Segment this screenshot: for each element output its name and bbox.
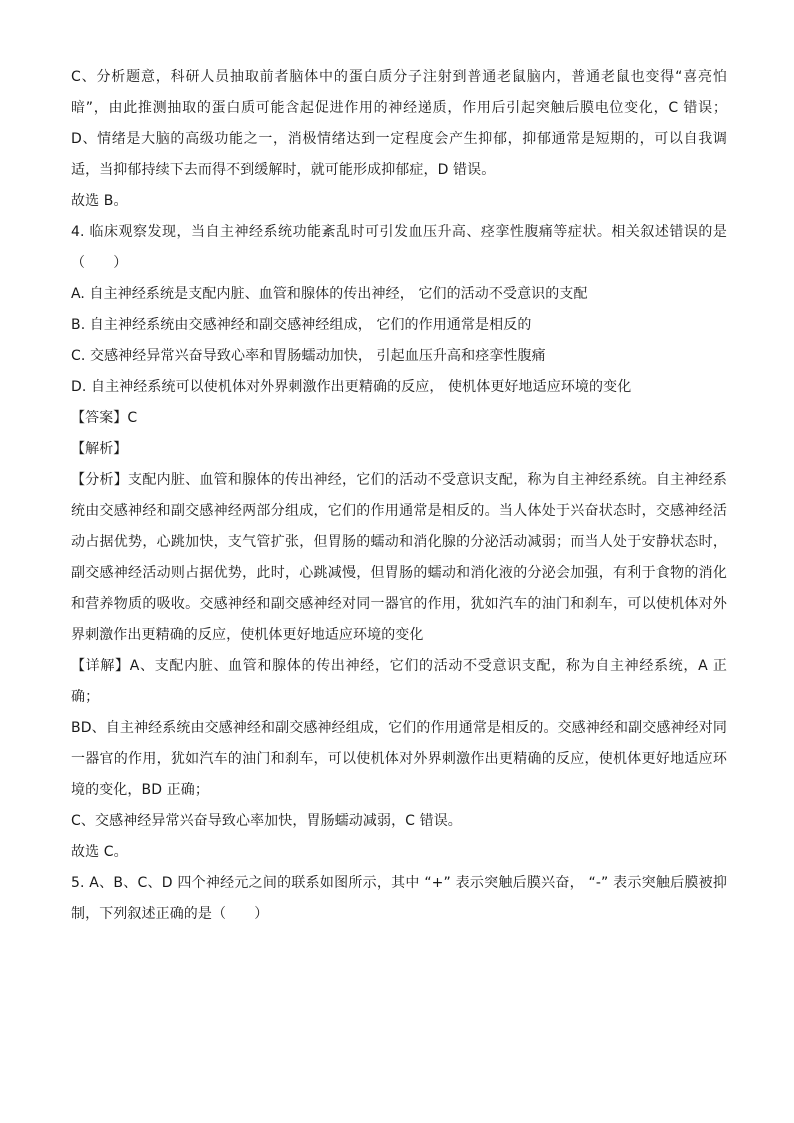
detail-line: 【详解】A、支配内脏、血管和腺体的传出神经，它们的活动不受意识支配，称为自主神经系统，A 正: [71, 658, 727, 674]
question-5-stem: 5. A、B、C、D 四个神经元之间的联系如图所示，其中 “+” 表示突触后膜兴奋， “-” 表示突触后膜被抑: [71, 875, 727, 891]
document-page: [71, 62, 727, 930]
text-line: 暗”，由此推测抽取的蛋白质可能含起促进作用的神经递质，作用后引起突触后膜电位变化，C 错误；: [71, 100, 727, 116]
question-4-stem: 4. 临床观察发现，当自主神经系统功能紊乱时可引发血压升高、痉挛性腹痛等症状。相关叙述错误的是: [71, 224, 727, 240]
detail-line: 境的变化，BD 正确；: [71, 782, 209, 798]
analysis-line: 界刺激作出更精确的反应，使机体更好地适应环境的变化: [71, 627, 424, 643]
text-line: 适，当抑郁持续下去而得不到缓解时，就可能形成抑郁症，D 错误。: [71, 162, 496, 178]
analysis-line: 动占据优势，心跳加快，支气管扩张，但胃肠的蠕动和消化腺的分泌活动减弱；而当人处于安静状态时，: [71, 534, 727, 550]
text-line: D、情绪是大脑的高级功能之一，消极情绪达到一定程度会产生抑郁，抑郁通常是短期的，可以自我调: [71, 131, 727, 147]
answer-label: 【答案】C: [71, 410, 138, 426]
detail-line: C、交感神经异常兴奋导致心率加快，胃肠蠕动减弱，C 错误。: [71, 813, 462, 829]
option-d: D. 自主神经系统可以使机体对外界刺激作出更精确的反应， 使机体更好地适应环境的变化: [71, 379, 632, 395]
detail-line: 确；: [71, 689, 100, 705]
analysis-line: 副交感神经活动则占据优势，此时，心跳减慢，但胃肠的蠕动和消化液的分泌会加强，有利于食物的消化: [71, 565, 727, 581]
option-b: B. 自主神经系统由交感神经和副交感神经组成， 它们的作用通常是相反的: [71, 317, 532, 333]
analysis-line: 【分析】支配内脏、血管和腺体的传出神经，它们的活动不受意识支配，称为自主神经系统。自主神经系: [71, 472, 727, 488]
text-line: 故选 B。: [71, 193, 128, 209]
analysis-line: 统由交感神经和副交感神经两部分组成，它们的作用通常是相反的。当人体处于兴奋状态时，交感神经活: [71, 503, 727, 519]
analysis-line: 和营养物质的吸收。交感神经和副交感神经对同一器官的作用，犹如汽车的油门和刹车，可以使机体对外: [71, 596, 727, 612]
question-4-blank: （ ）: [71, 255, 128, 271]
detail-line: BD、自主神经系统由交感神经和副交感神经组成，它们的作用通常是相反的。交感神经和副交感神经对同: [71, 720, 727, 736]
text-line: C、分析题意，科研人员抽取前者脑体中的蛋白质分子注射到普通老鼠脑内，普通老鼠也变得“喜亮怕: [71, 69, 727, 85]
analysis-label: 【解析】: [71, 441, 128, 457]
text-line: 故选 C。: [71, 844, 128, 860]
option-a: A. 自主神经系统是支配内脏、血管和腺体的传出神经， 它们的活动不受意识的支配: [71, 286, 588, 302]
option-c: C. 交感神经异常兴奋导致心率和胃肠蠕动加快， 引起血压升高和痉挛性腹痛: [71, 348, 546, 364]
detail-line: 一器官的作用，犹如汽车的油门和刹车，可以使机体对外界刺激作出更精确的反应，使机体更好地适应环: [71, 751, 727, 767]
question-5-stem: 制，下列叙述正确的是（ ）: [71, 906, 269, 922]
